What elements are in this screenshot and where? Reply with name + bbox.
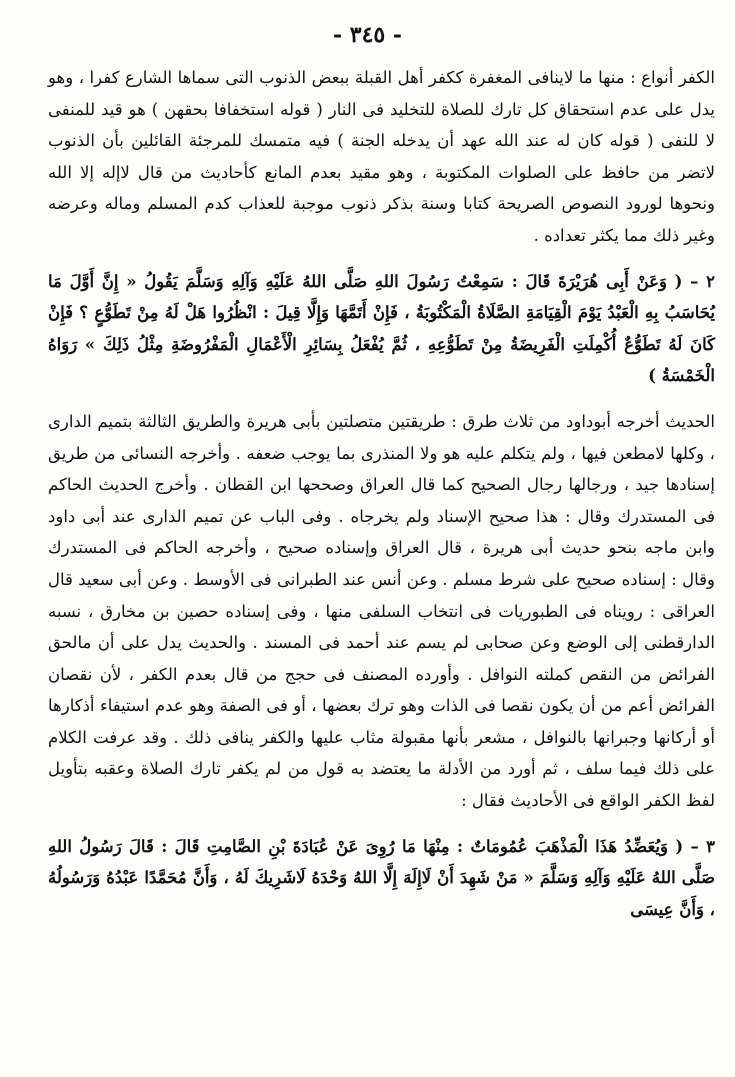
paragraph-gap (48, 252, 715, 266)
paragraph-gap (48, 817, 715, 831)
hadith-3-paragraph: ٣ – ( وَيُعَضِّدُ هَذَا الْمَذْهَبَ عُمُومَاتٌ : مِنْهَا مَا رُوِىَ عَنْ عُبَادَةَ بْنِ الصَّامِتِ قَالَ : قَالَ رَسُولُ اللهِ صَلَّى اللهُ عَلَيْهِ وَآلِهِ وَسَلَّمَ « مَنْ شَهِدَ أَنْ لَاإِلَهَ إِلَّا اللهُ وَحْدَهُ لَاشَرِيكَ لَهُ ، وَأَنَّ مُحَمَّدًا عَبْدُهُ وَرَسُولُهُ ، وَأَنَّ عِيسَى (48, 836, 715, 919)
page-number: - ٣٤٥ - (332, 22, 403, 48)
commentary-paragraph-1: الكفر أنواع : منها ما لاينافى المغفرة ككفر أهل القبلة ببعض الذنوب التى سماها الشارع كفرا ، وهو يدل على عدم استحقاق كل تارك للصلاة للتخليد فى النار ( قوله استخفافا بحقهن ) هو قيد للمنفى لا للنفى ( قوله كان له عند الله عهد أن يدخله الجنة ) فيه متمسك للمرجئة القائلين بأن الذنوب لاتضر من حافظ على الصلوات المكتوبة ، وهو مقيد بعدم المانع كأحاديث من قال لاإله إلا الله ونحوها لورود النصوص الصريحة كتابا وسنة بذكر ذنوب موجبة للعذاب كدم المسلم وماله وعرضه وغير ذلك مما يكثر تعداده . (48, 68, 715, 245)
hadith-2-paragraph: ٢ – ( وَعَنْ أَبِى هُرَيْرَةَ قَالَ : سَمِعْتُ رَسُولَ اللهِ صَلَّى اللهُ عَلَيْهِ وَآلِهِ وَسَلَّمَ يَقُولُ « إِنَّ أَوَّلَ مَا يُحَاسَبُ بِهِ الْعَبْدُ يَوْمَ الْقِيَامَةِ الصَّلَاةُ الْمَكْتُوبَةُ ، فَإِنْ أَتَمَّهَا وَإِلَّا قِيلَ : انْظُرُوا هَلْ لَهُ مِنْ تَطَوُّعٍ ؟ فَإِنْ كَانَ لَهُ تَطَوُّعٌ أُكْمِلَتِ الْفَرِيضَةُ مِنْ تَطَوُّعِهِ ، ثُمَّ يُفْعَلُ بِسَائِرِ الْأَعْمَالِ الْمَفْرُوضَةِ مِثْلُ ذَلِكَ » رَوَاهُ الْخَمْسَةُ ) (48, 271, 715, 386)
paragraph-gap (48, 392, 715, 406)
page-body (48, 62, 715, 1067)
commentary-paragraph-2: الحديث أخرجه أبوداود من ثلاث طرق : طريقتين متصلتين بأبى هريرة والطريق الثالثة بتميم الدارى ، وكلها لامطعن فيها ، ولم يتكلم عليه هو ولا المنذرى بما يوجب ضعفه . وأخرجه النسائى من طريق إسنادها جيد ، ورجالها رجال الصحيح كما قال العراق وصححها ابن القطان . وأخرج الحديث الحاكم فى المستدرك وقال : هذا صحيح الإسناد ولم يخرجاه . وفى الباب عن تميم الدارى عند أبى داود وابن ماجه بنحو حديث أبى هريرة ، قال العراق وإسناده صحيح ، وأخرجه الحاكم فى المستدرك وقال : إسناده صحيح على شرط مسلم . وعن أنس عند الطبرانى فى الأوسط . وعن أبى سعيد قال العراقى : رويناه فى الطبوريات فى انتخاب السلفى منها ، وفى إسناده حصين بن مخارق ، نسبه الدارقطنى إلى الوضع وعن صحابى لم يسم عند أحمد فى المسند . والحديث يدل على أن مالحق الفرائض من النقص كملته النوافل . وأورده المصنف فى حجج من قال بعدم الكفر ، لأن نقصان الفرائض أعم من أن يكون نقصا فى الذات وهو ترك بعضها ، أو فى الصفة وهو عدم استيفاء أذكارها أو أركانها وجبرانها بالنوافل ، مشعر بأنها مقبولة مثاب عليها والكفر ينافى ذلك . وقد عرفت الكلام على ذلك فيما سلف ، ثم أورد من الأدلة ما يعتضد به قول من لم يكفر تارك الصلاة وعقبه بتأويل لفظ الكفر الواقع فى الأحاديث فقال : (48, 411, 715, 811)
